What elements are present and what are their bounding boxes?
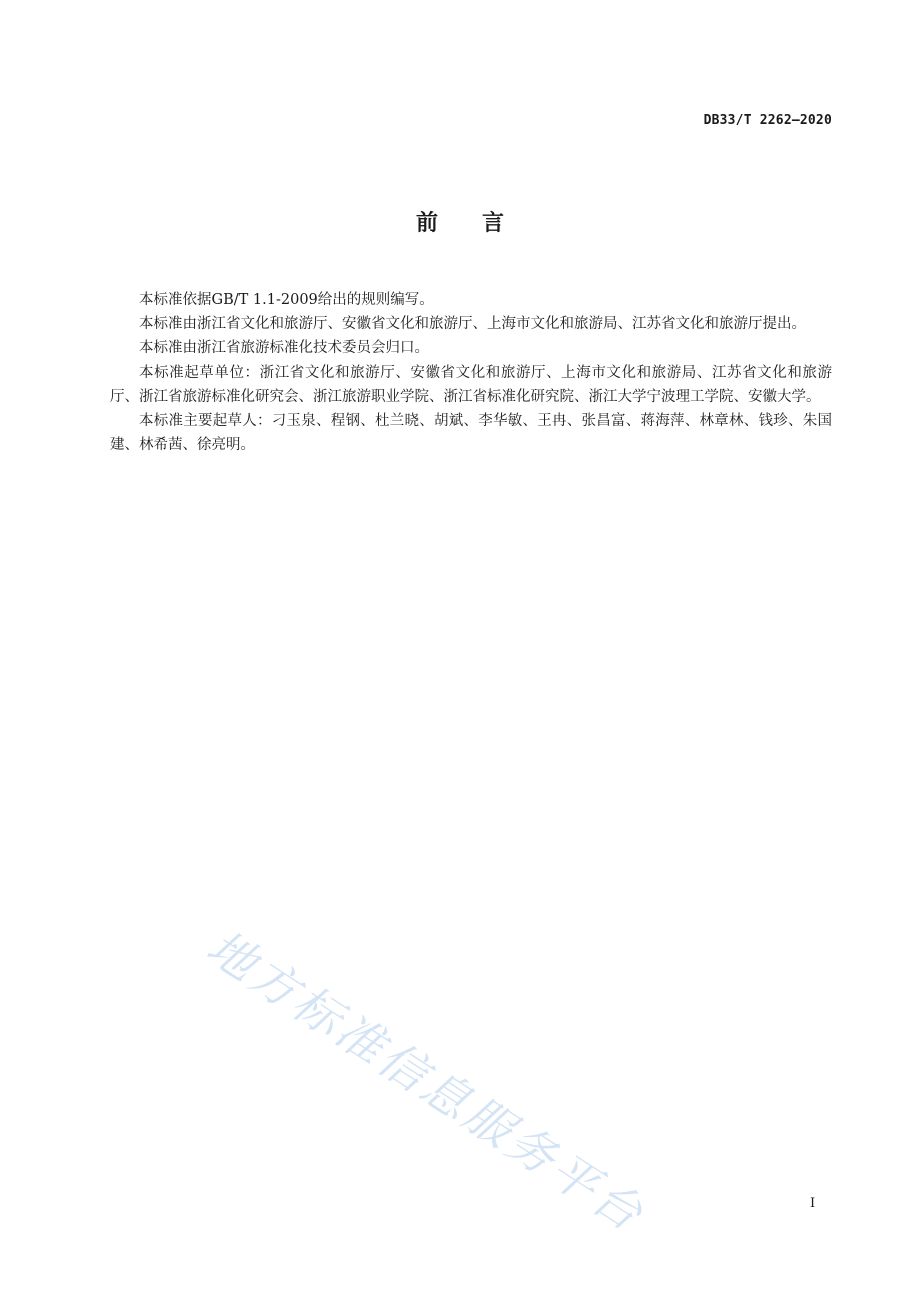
watermark: 地方标准信息服务平台: [196, 919, 655, 1244]
paragraph-drafting-units: 本标准起草单位：浙江省文化和旅游厅、安徽省文化和旅游厅、上海市文化和旅游局、江苏省文化和旅游厅、浙江省旅游标准化研究会、浙江旅游职业学院、浙江省标准化研究院、浙江大学宁波理工学院、安徽大学。: [110, 364, 832, 405]
paragraph-proposers: 本标准由浙江省文化和旅游厅、安徽省文化和旅游厅、上海市文化和旅游局、江苏省文化和旅游厅提出。: [139, 316, 806, 333]
foreword-body: [110, 288, 832, 457]
page-title: 前言: [415, 211, 548, 236]
page-number: I: [810, 1196, 816, 1211]
standard-code: DB33/T 2262—2020: [703, 113, 832, 128]
paragraph-administration: 本标准由浙江省旅游标准化技术委员会归口。: [139, 340, 429, 357]
paragraph-compilation-rules: 本标准依据GB/T 1.1-2009给出的规则编写。: [139, 292, 434, 308]
paragraph-drafters: 本标准主要起草人：刁玉泉、程钢、杜兰晓、胡斌、李华敏、王冉、张昌富、蒋海萍、林章林、钱珍、朱国建、林希茜、徐亮明。: [110, 413, 832, 454]
